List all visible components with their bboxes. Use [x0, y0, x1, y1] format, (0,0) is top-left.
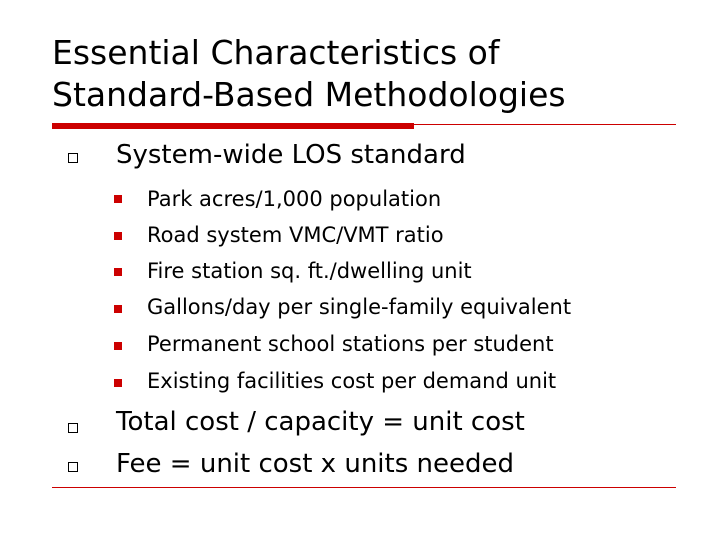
title-line-1: Essential Characteristics of: [52, 33, 500, 72]
bullet-fee: Fee = unit cost x units needed: [116, 449, 514, 479]
filled-square-bullet-icon: [114, 195, 122, 203]
hollow-square-bullet-icon: [68, 153, 78, 163]
filled-square-bullet-icon: [114, 305, 122, 313]
title-underline-thick: [52, 123, 414, 129]
slide-title: [52, 32, 692, 116]
subitem-road-system: Road system VMC/VMT ratio: [147, 223, 444, 247]
title-line-2: Standard-Based Methodologies: [52, 75, 566, 114]
filled-square-bullet-icon: [114, 379, 122, 387]
subitem-fire-station: Fire station sq. ft./dwelling unit: [147, 259, 472, 283]
subitem-park-acres: Park acres/1,000 population: [147, 187, 442, 211]
hollow-square-bullet-icon: [68, 423, 78, 433]
hollow-square-bullet-icon: [68, 462, 78, 472]
bottom-rule: [52, 487, 676, 488]
filled-square-bullet-icon: [114, 268, 122, 276]
subitem-school-stations: Permanent school stations per student: [147, 332, 554, 356]
filled-square-bullet-icon: [114, 232, 122, 240]
subitem-existing-facilities: Existing facilities cost per demand unit: [147, 369, 557, 393]
filled-square-bullet-icon: [114, 342, 122, 350]
bullet-total-cost: Total cost / capacity = unit cost: [116, 407, 525, 437]
subitem-gallons-day: Gallons/day per single-family equivalent: [147, 295, 572, 319]
bullet-system-wide-los: System-wide LOS standard: [116, 140, 466, 170]
